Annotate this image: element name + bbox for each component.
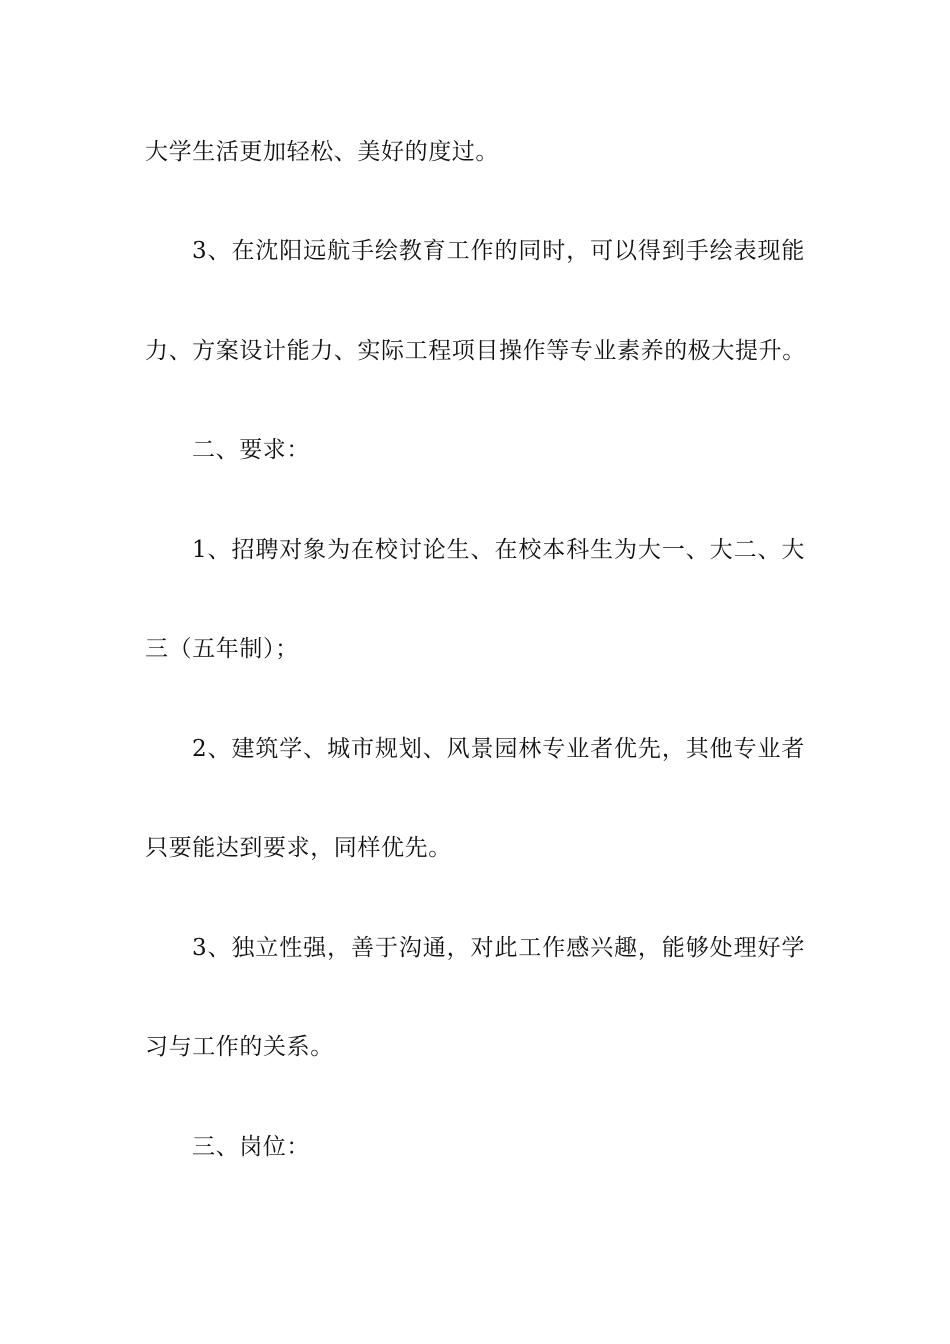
section-heading-positions: 三、岗位： <box>192 1134 310 1160</box>
paragraph-line-10: 习与工作的关系。 <box>145 1034 334 1060</box>
paragraph-line-7: 2、建筑学、城市规划、风景园林专业者优先，其他专业者 <box>192 736 805 762</box>
paragraph-line-5: 1、招聘对象为在校讨论生、在校本科生为大一、大二、大 <box>192 537 805 563</box>
paragraph-line-9: 3、独立性强，善于沟通，对此工作感兴趣，能够处理好学 <box>192 935 805 961</box>
paragraph-line-8: 只要能达到要求，同样优先。 <box>145 835 452 861</box>
paragraph-line-1: 大学生活更加轻松、美好的度过。 <box>145 139 499 165</box>
paragraph-line-2: 3、在沈阳远航手绘教育工作的同时，可以得到手绘表现能 <box>192 238 805 264</box>
section-heading-requirements: 二、要求： <box>192 437 310 463</box>
paragraph-line-6: 三（五年制）； <box>145 636 299 662</box>
paragraph-line-3: 力、方案设计能力、实际工程项目操作等专业素养的极大提升。 <box>145 338 806 364</box>
